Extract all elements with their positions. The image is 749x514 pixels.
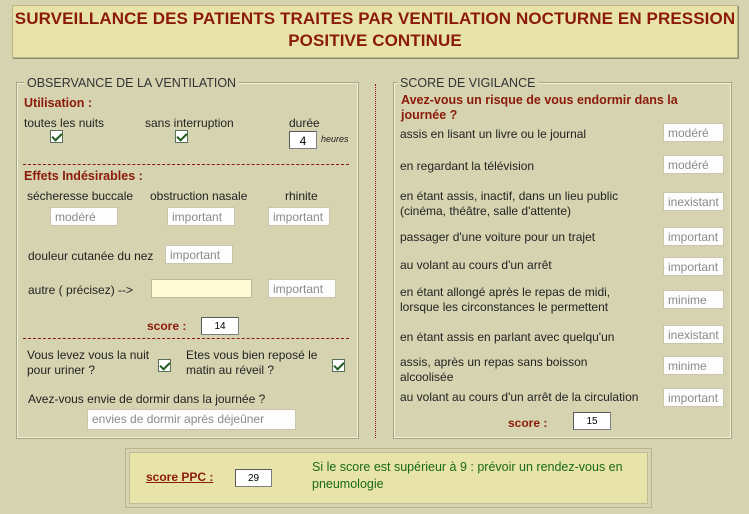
envie-select[interactable]: envies de dormir après déjeûner [87,409,296,430]
vigilance-item-select[interactable]: minime [663,356,724,375]
autre-label: autre ( précisez) --> [28,283,134,297]
vigilance-item-label: en étant allongé après le repas de midi, lorsque les circonstances le permettent [400,285,611,314]
vigilance-item-select[interactable]: inexistant [663,325,724,344]
nuit-label: Vous levez vous la nuit pour uriner ? [27,348,150,377]
obstruction-label: obstruction nasale [150,189,248,203]
obstruction-select[interactable]: important [167,207,235,226]
ppc-message: Si le score est supérieur à 9 : prévoir un rendez-vous en pneumologie [312,460,623,491]
repose-label: Etes vous bien reposé le matin au réveil ? [186,348,318,377]
vigilance-item-select[interactable]: important [663,388,724,407]
vigilance-item-select[interactable]: minime [663,290,724,309]
rhinite-label: rhinite [285,189,318,203]
vigilance-item-label: au volant au cours d'un arrêt [400,258,552,272]
separator [375,84,376,438]
ppc-score-label: score PPC : [146,470,214,484]
vigilance-score-value: 15 [573,412,611,430]
vigilance-item-select[interactable]: important [663,257,724,276]
page-title: SURVEILLANCE DES PATIENTS TRAITES PAR VENTILATION NOCTURNE EN PRESSION POSITIVE CONTINUE [14,9,736,50]
divider [23,338,349,339]
vigilance-question: Avez-vous un risque de vous endormir dans la journée ? [401,93,678,122]
vigilance-item-select[interactable]: modéré [663,155,724,174]
sans-interruption-label: sans interruption [145,116,234,130]
vigilance-item-label: en regardant la télévision [400,159,535,173]
secheresse-select[interactable]: modéré [50,207,118,226]
vigilance-legend: SCORE DE VIGILANCE [397,76,538,90]
vigilance-item-label: assis, après un repas sans boisson alcoolisée [400,355,588,384]
envie-label: Avez-vous envie de dormir dans la journée ? [28,392,266,406]
vigilance-item-label: passager d'une voiture pour un trajet [400,230,596,244]
secheresse-label: sécheresse buccale [27,189,134,203]
effets-score-value: 14 [201,317,239,335]
vigilance-item-label: en étant assis en parlant avec quelqu'un [400,330,615,344]
vigilance-item-label: assis en lisant un livre ou le journal [400,127,587,141]
nuit-checkbox[interactable] [158,359,171,372]
autre-input[interactable] [151,279,252,298]
observance-legend: OBSERVANCE DE LA VENTILATION [24,76,239,90]
vigilance-item-select[interactable]: important [663,227,724,246]
douleur-select[interactable]: important [165,245,233,264]
vigilance-item-select[interactable]: inexistant [663,192,724,211]
effets-heading: Effets Indésirables : [24,169,143,183]
repose-checkbox[interactable] [332,359,345,372]
rhinite-select[interactable]: important [268,207,330,226]
utilisation-heading: Utilisation : [24,96,93,110]
vigilance-score-label: score : [508,416,548,430]
effets-score-label: score : [147,319,187,333]
vigilance-item-label: au volant au cours d'un arrêt de la circulation [400,390,639,404]
autre-select[interactable]: important [268,279,336,298]
duree-label: durée [289,116,320,130]
sans-interruption-checkbox[interactable] [175,130,188,143]
toutes-les-nuits-checkbox[interactable] [50,130,63,143]
ppc-score-value: 29 [235,469,272,487]
douleur-label: douleur cutanée du nez [28,249,154,263]
vigilance-item-label: en étant assis, inactif, dans un lieu public (cinéma, théâtre, salle d'attente) [400,189,619,218]
vigilance-item-select[interactable]: modéré [663,123,724,142]
toutes-les-nuits-label: toutes les nuits [24,116,105,130]
heures-label: heures [321,134,349,144]
divider [23,164,349,165]
duree-input[interactable]: 4 [289,131,317,149]
